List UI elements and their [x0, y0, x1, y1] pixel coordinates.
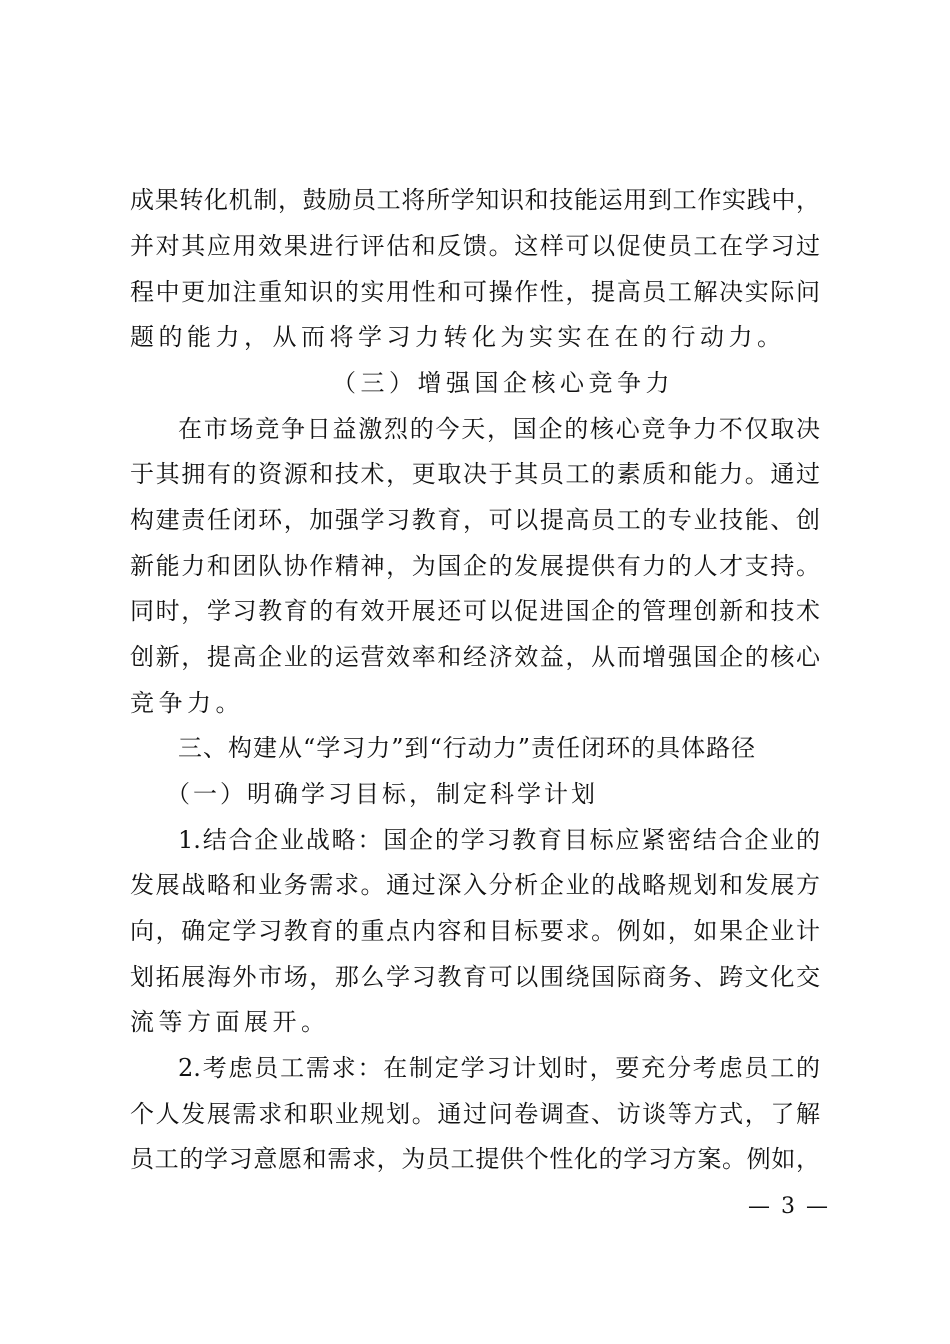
paragraph-line: 并对其应用效果进行评估和反馈。这样可以促使员工在学习过 [130, 232, 820, 260]
paragraph-line: 2.考虑员工需求：在制定学习计划时，要充分考虑员工的 [178, 1054, 820, 1082]
paragraph-line: 向，确定学习教育的重点内容和目标要求。例如，如果企业计 [130, 917, 820, 945]
paragraph-line: 个人发展需求和职业规划。通过问卷调查、访谈等方式，了解 [130, 1100, 820, 1128]
main-heading: 三、构建从“学习力”到“行动力”责任闭环的具体路径 [178, 734, 757, 762]
paragraph-line: 成果转化机制，鼓励员工将所学知识和技能运用到工作实践中， [130, 186, 820, 214]
paragraph-line: 1.结合企业战略：国企的学习教育目标应紧密结合企业的 [178, 826, 820, 854]
paragraph-line: 构建责任闭环，加强学习教育，可以提高员工的专业技能、创 [130, 506, 820, 534]
paragraph-line: 在市场竞争日益激烈的今天，国企的核心竞争力不仅取决 [178, 415, 820, 443]
paragraph-line: 新能力和团队协作精神，为国企的发展提供有力的人才支持。 [130, 552, 820, 580]
paragraph-line: 划拓展海外市场，那么学习教育可以围绕国际商务、跨文化交 [130, 963, 820, 991]
page-number: — 3 — [748, 1194, 830, 1219]
paragraph-line: 竞争力。 [130, 689, 244, 717]
paragraph-line: 流等方面展开。 [130, 1008, 330, 1036]
sub-heading: （一）明确学习目标，制定科学计划 [166, 780, 598, 808]
paragraph-line: 程中更加注重知识的实用性和可操作性，提高员工解决实际问 [130, 278, 820, 306]
paragraph-line: 同时，学习教育的有效开展还可以促进国企的管理创新和技术 [130, 597, 820, 625]
paragraph-line: 创新，提高企业的运营效率和经济效益，从而增强国企的核心 [130, 643, 820, 671]
paragraph-line: 于其拥有的资源和技术，更取决于其员工的素质和能力。通过 [130, 460, 820, 488]
paragraph-line: 员工的学习意愿和需求，为员工提供个性化的学习方案。例如， [130, 1145, 820, 1173]
paragraph-line: 发展战略和业务需求。通过深入分析企业的战略规划和发展方 [130, 871, 820, 899]
section-heading: （三）增强国企核心竞争力 [332, 369, 674, 397]
paragraph-line: 题的能力，从而将学习力转化为实实在在的行动力。 [130, 323, 786, 351]
